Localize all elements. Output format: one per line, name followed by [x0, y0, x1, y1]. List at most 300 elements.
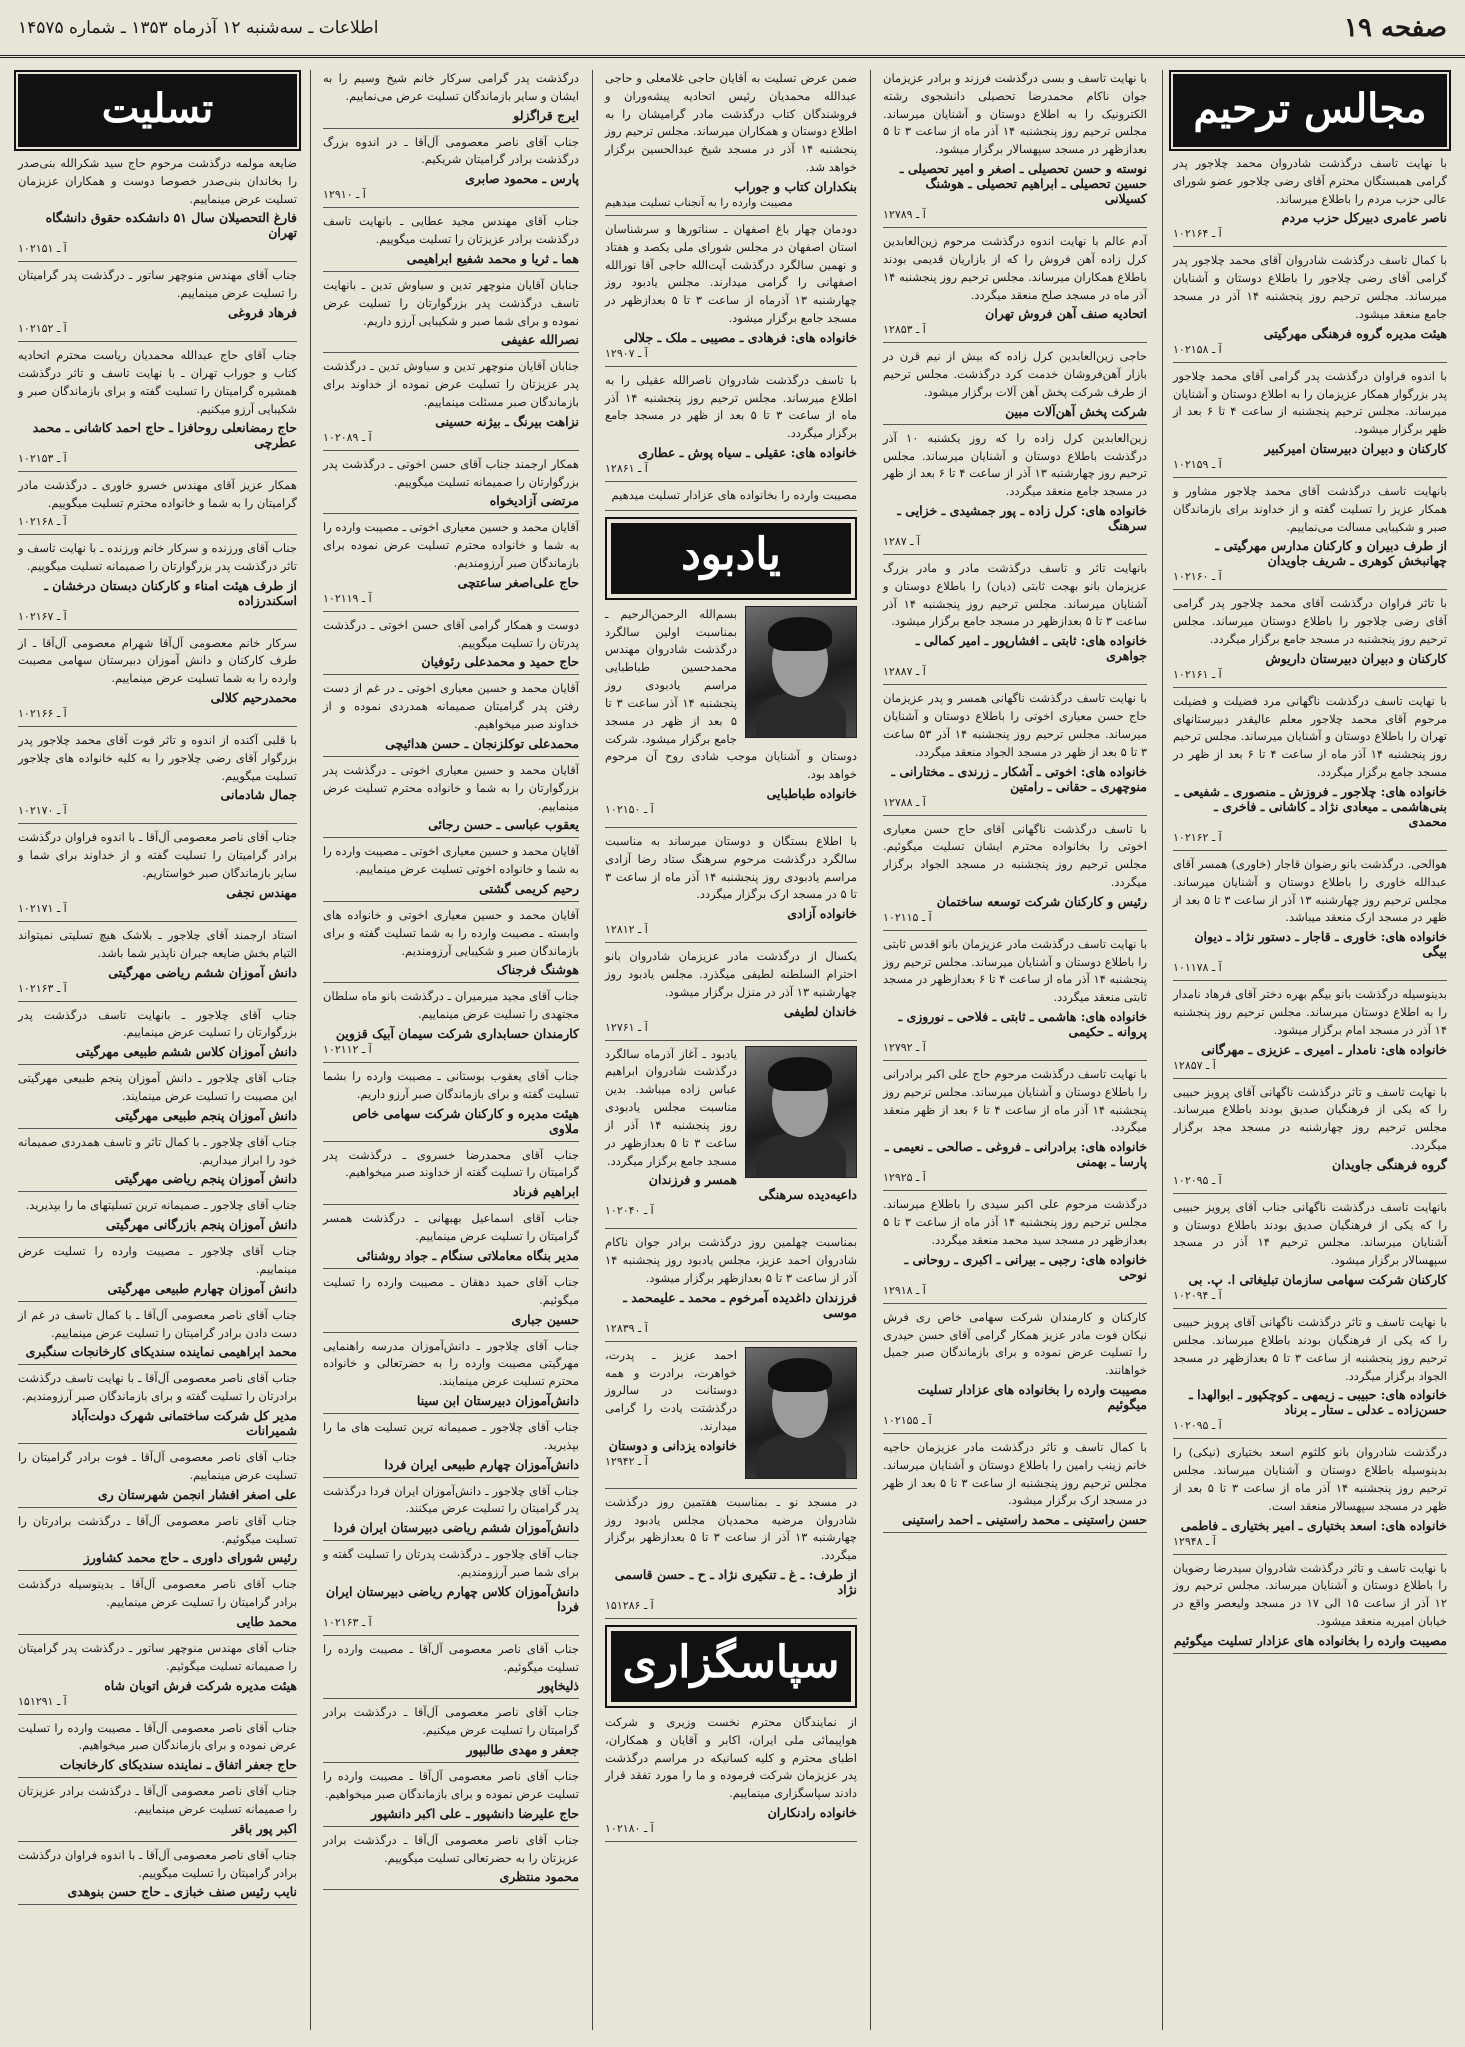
notice-signature: حسین جباری: [511, 1311, 579, 1327]
notice-code: آ ـ ۱۰۲۱۱۵: [883, 910, 932, 924]
notice-divider: [18, 1777, 297, 1778]
notice-code: آ ـ ۱۵۱۲۸۶: [605, 1599, 654, 1612]
notice-text: بانهایت تاسف درگذشت ناگهانی جناب آقای پرویز حبیبی را که یکی از فرهنگیان صدیق بودند باطلاع دوستان و آشنایان میرساند. مجلس ترحیم ۱۴ آذر در مسجد سپهسالار برگزار میشود.: [1173, 1199, 1447, 1268]
notice-text: آقایان محمد و حسین معیاری اخوتی ـ درگذشت پدر بزرگوارتان را به شما و خانواده محترم تسلیت عرض مینماییم.: [323, 762, 579, 813]
notice-signature: خانواده های: رجبی ـ بیرانی ـ اکبری ـ روحانی ـ نوحی: [904, 1251, 1147, 1282]
notice-divider: [323, 674, 579, 675]
column-rule: [310, 70, 311, 2030]
notice-divider: [323, 1826, 579, 1827]
notice-signature: دانش آموزان ششم ریاضی مهرگیتی: [108, 964, 297, 980]
notice-divider: [18, 341, 297, 342]
notice-divider: [18, 823, 297, 824]
notice-signature: خانواده های: ثابتی ـ افشارپور ـ امیر کمالی ـ جواهری: [915, 633, 1147, 664]
notice-divider: [1173, 477, 1447, 478]
column-tasliyat-1: [315, 70, 587, 2035]
notice-signature: رحیم کریمی گشتی: [479, 880, 579, 896]
notice-text: جناب آقای محمدرضا خسروی ـ درگذشت پدر گرامیتان را تسلیت گفته از خداوند صبر میخواهیم.: [323, 1147, 579, 1180]
notice-code: آ ـ ۱۰۲۱۱۹: [323, 591, 372, 605]
notice-divider: [1173, 589, 1447, 590]
notice-text: درگذشت شادروان بانو کلثوم اسعد بختیاری (نیکی) را بدینوسیله باطلاع دوستان و آشنایان میرساند. مجلس ترحیم روز پنجشنبه ۱۴ آذر ماه از ساعت ۳ تا ۵ بعد از ظهر در مسجد سپهسالار منعقد است.: [1173, 1445, 1447, 1513]
notice-text: آقایان محمد و حسین معیاری اخوتی ـ مصیبت وارده را به شما و خانواده محترم تسلیت عرض نموده برای بازماندگان صبر آرزومندیم.: [323, 520, 579, 570]
notice-signature: بنکداران کتاب و جوراب: [734, 178, 857, 194]
notice-signature: ابراهیم فرناد: [512, 1184, 579, 1200]
notice-divider: [323, 1204, 579, 1205]
notice-text: آقایان محمد و حسین معیاری اخوتی و خانواده های وابسته ـ مصیبت وارده را به شما تسلیت گفته و برای بازماندگان صبر و شکیبایی آرزومندیم.: [323, 907, 579, 958]
notice-signature: هیئت مدیره و کارکنان شرکت سهامی خاص ملاوی: [352, 1105, 579, 1136]
notice-divider: [883, 554, 1147, 555]
notice-signature: محمدرحیم کلالی: [210, 690, 297, 705]
notice-text: جناب آقای یعقوب بوستانی ـ مصیبت وارده را بشما تسلیت گفته و برای بازماندگان صبر آرزو داریم.: [323, 1069, 579, 1101]
section-banner-majales: مجالس ترحیم: [1173, 74, 1447, 147]
notice-code: آ ـ ۱۰۲۱۱۲: [323, 1043, 372, 1056]
notice-divider: [883, 930, 1147, 931]
notice-divider: [323, 1762, 579, 1763]
notice-divider: [18, 1443, 297, 1444]
notice-divider: [323, 901, 579, 902]
notice-signature: نزاهت بیرنگ ـ بیژنه حسینی: [435, 413, 579, 429]
notice-text: بسم‌الله الرحمن‌الرحیم ـ بمناسبت اولین سالگرد درگذشت شادروان مهندس محمدحسین طباطبایی مراسم یادبودی روز پنجشنبه ۱۴ آذر ساعت ۳ تا ۵ بعد از ظهر در مسجد جامع برگزار میشود. شرکت دوستان و آشنایان موجب شادی روح آن مرحوم خواهد بود.: [605, 606, 857, 782]
notice-text: یکسال از درگذشت مادر عزیزمان شادروان بانو احترام السلطنه لطیفی میگذرد. مجلس یادبود روز چهارشنبه ۱۳ آذر در منزل برگزار میشود.: [605, 949, 857, 999]
notice-divider: [18, 1191, 297, 1192]
notice-code: آ ـ ۱۰۲۱۵۵: [883, 1413, 932, 1427]
notice-text: کارکنان و کارمندان شرکت سهامی خاص ری فرش نیکان فوت مادر عزیز همکار گرامی آقای حسن حیدری را تسلیت عرض نموده و برای بازماندگان صبر جمیل خواهانند.: [883, 1309, 1147, 1378]
notice-signature: علی اصغر افشار انجمن شهرستان ری: [97, 1486, 297, 1502]
notice-signature: مصیبت وارده را بخانواده های عزادار تسلیت میگوئیم: [1173, 1632, 1447, 1648]
notice-code: آ ـ ۱۰۲۰۹۵: [1173, 1173, 1222, 1187]
notice-divider: [1173, 1308, 1447, 1309]
notice-text: همکار ارجمند جناب آقای حسن اخوتی ـ درگذشت پدر بزرگوارتان را صمیمانه تسلیت میگوییم.: [323, 456, 579, 489]
notice-divider: [605, 1488, 857, 1489]
notice-signature: خانواده رادنکاران: [767, 1805, 857, 1821]
notice-divider: [883, 684, 1147, 685]
notice-divider: [605, 215, 857, 216]
notice-code: آ ـ ۱۲۸۸۷: [883, 665, 926, 679]
notice-signature: حاج جعفر اتفاق ـ نماینده سندیکای کارخانجات: [59, 1757, 297, 1773]
notice-divider: [323, 513, 579, 514]
notice-code: آ ـ ۱۲۸۵۷: [1173, 1058, 1216, 1072]
notice-code: مصیبت وارده را به آنجناب تسلیت میدهیم: [605, 195, 793, 209]
notice-text: درگذشت پدر گرامی سرکار خانم شیخ وسیم را به ایشان و سایر بازماندگان تسلیت عرض می‌نماییم.: [323, 71, 579, 103]
notice-divider: [605, 366, 857, 367]
notice-signature: جعفر و مهدی طالبپور: [466, 1742, 579, 1758]
notice-text: جناب آقای ناصر معصومی آل‌آقا ـ فوت برادر گرامیتان را تسلیت عرض مینماییم.: [18, 1450, 297, 1482]
notice-divider: [18, 1841, 297, 1842]
notice-divider: [1173, 246, 1447, 247]
notice-text: جناب آقای چلاجور ـ با کمال تاثر و تاسف همدردی صمیمانه خود را ابراز میداریم.: [18, 1134, 297, 1167]
notice-divider: [18, 726, 297, 727]
notice-text: جناب آقای چلاجور ـ دانش‌آموزان مدرسه راهنمایی مهرگیتی مصیبت وارده را به حضرتعالی و خانواده محترم تسلیت عرض مینمایند.: [323, 1338, 579, 1389]
notice-divider: [605, 942, 857, 943]
notice-divider: [323, 982, 579, 983]
notice-signature: دانش آموزان پنجم بازرگانی مهرگیتی: [105, 1217, 297, 1233]
notice-text: هوالحی. درگذشت بانو رضوان قاجار (خاوری) همسر آقای عبدالله خاوری را باطلاع دوستان و آشنایان میرساند. مجلس ترحیم روز چهارشنبه ۱۳ آذر از ساعت ۳ تا ۵ بعد از ظهر در مسجد ارک منعقد میباشد.: [1173, 856, 1447, 925]
notice-text: با کمال تاسف درگذشت شادروان آقای محمد چلاجور پدر گرامی آقای رضی چلاجور را باطلاع دوستان و آشنایان میرساند. مجلس ترحیم روز پنجشنبه ۱۴ آذر در مسجد جامع منعقد میشود.: [1173, 253, 1447, 321]
notice-code: آ ـ ۱۲۸۱۲: [605, 923, 648, 937]
notice-code: آ ـ ۱۰۲۱۵۰: [605, 802, 654, 816]
notice-divider: [18, 471, 297, 472]
notice-signature: حاج رمضانعلی روحافزا ـ حاج احمد کاشانی ـ محمد عطرچی: [32, 420, 297, 451]
notice-signature: کارکنان و دبیران دبیرستان داریوش: [1265, 650, 1447, 666]
notice-signature: خانواده های: چلاجور ـ فروزش ـ منصوری ـ شفیعی ـ بنی‌هاشمی ـ میعادی نژاد ـ کاشانی ـ فاخری ـ محمدی: [1175, 783, 1447, 829]
notice-text: جناب آقای ناصر معصومی آل‌آقا ـ با نهایت تاسف درگذشت برادرتان را تسلیت گفته و برای بازماندگان صبر آرزومندیم.: [18, 1371, 297, 1404]
notice-signature: خانواده های: برادرانی ـ فروغی ـ صالحی ـ نعیمی ـ پارسا ـ بهمنی: [884, 1139, 1147, 1170]
notice-code: آ ـ ۱۰۲۰۹۵: [1173, 1419, 1222, 1433]
notice-text: بدینوسیله درگذشت بانو بیگم بهره دختر آقای فرهاد نامدار را به اطلاع دوستان میرساند. مجلس ترحیم روز پنجشنبه ۱۴ آذر در مسجد امام برگزار میشود.: [1173, 987, 1447, 1037]
notice-text: بانهایت تاثر و تاسف درگذشت مادر و مادر بزرگ عزیزمان بانو بهجت ثابتی (دیان) را باطلاع دوستان و آشنایان میرساند. مجلس ترحیم روز پنجشنبه ۱۴ آذر ساعت ۳ تا ۵ بعدازظهر در مسجد جامع برگزار میشود.: [883, 561, 1147, 629]
notice-divider: [323, 756, 579, 757]
notice-text: جناب آقای ناصر معصومی آل‌آقا ـ درگذشت برادر عزیزتان را به حضرتعالی تسلیت میگوییم.: [323, 1832, 579, 1865]
notice-divider: [18, 629, 297, 630]
notice-text: ضمن عرض تسلیت به آقایان حاجی غلامعلی و حاجی عبدالله محمدیان رئیس اتحادیه پیشه‌وران و فروشندگان کتاب درگذشت مادر گرامیشان را به اطلاع دوستان و همکاران میرساند. مجلس ترحیم روز پنجشنبه ۱۴ آذر در مسجد شیخ عبدالحسین برگزار خواهد شد.: [605, 71, 857, 175]
notice-code: آ ـ ۱۲۹۴۲: [605, 1454, 648, 1468]
notice-signature: ذلیخاپور: [538, 1678, 579, 1694]
notice-list: [605, 70, 857, 511]
notice-divider: [883, 1303, 1147, 1304]
notice-code: آ ـ ۱۰۲۱۶۲: [1173, 830, 1222, 844]
notice-signature: دانش آموزان پنجم طبیعی مهرگیتی: [114, 1107, 297, 1123]
notice-text: با تاسف درگذشت ناگهانی آقای حاج حسن معیاری اخوتی را بخانواده محترم ایشان تسلیت میگوئیم. مجلس ترحیم روز پنجشنبه در مسجد الجواد برگزار میگردد.: [883, 821, 1147, 889]
notice-divider: [323, 352, 579, 353]
notice-divider: [605, 481, 857, 482]
notice-text: جناب آقای چلاجور ـ صمیمانه ترین تسلیت های ما را بپذیرید.: [323, 1419, 579, 1452]
notice-text: جنابان آقایان منوچهر تدین و سیاوش تدین ـ بانهایت تاسف درگذشت پدر بزرگوارتان را تسلیت عرض نموده و برای شما صبر و شکیبایی آرزو داریم.: [323, 277, 579, 328]
notice-text: جناب آقای ناصر معصومی آل‌آقا ـ درگذشت برادر گرامیتان را تسلیت عرض میکنیم.: [323, 1705, 579, 1738]
notice-code: آ ـ ۱۲۹۴۸: [1173, 1534, 1216, 1548]
notice-divider: [605, 510, 857, 511]
notice-signature: خانواده یزدانی و دوستان: [608, 1437, 737, 1453]
notice-divider: [883, 424, 1147, 425]
notice-text: جناب آقای چلاجور ـ دانش آموزان پنجم طبیعی مهرگیتی این مصیبت را تسلیت عرض مینمایند.: [18, 1071, 297, 1103]
notice-text: با قلبی آکنده از اندوه و تاثر فوت آقای محمد چلاجور پدر بزرگوار آقای رضی چلاجور را به کلیه خانواده های چلاجور تسلیت میگوییم.: [18, 733, 297, 783]
notice-signature: همسر و فرزندان داعیه‌دیده سرهنگی: [648, 1172, 857, 1203]
notice-text: جناب آقای چلاجور ـ دانش‌آموزان ایران فردا درگذشت پدر گرامیتان را تسلیت عرض میکنند.: [323, 1483, 579, 1516]
notice-text: جناب آقای مهندس منوچهر ساتور ـ درگذشت پدر گرامیتان را تسلیت عرض مینماییم.: [18, 268, 297, 301]
notice-divider: [1173, 1653, 1447, 1654]
notice-text: جناب آقای حمید دهقان ـ مصیبت وارده را تسلیت میگوئیم.: [323, 1274, 579, 1307]
notice-divider: [18, 1301, 297, 1302]
notice-divider: [323, 1332, 579, 1333]
notice-code: آ ـ ۱۲۷۹۲: [883, 1041, 926, 1054]
notice-signature: ناصر عامری دبیرکل حزب مردم: [1281, 210, 1447, 226]
notice-signature: از طرف: ـ غ ـ تنکیری نژاد ـ ح ـ حسن قاسمی نژاد: [614, 1567, 857, 1597]
page-header: [0, 0, 1465, 58]
notice-code: آ ـ ۱۰۲۰۸۹: [323, 430, 372, 444]
notice-code: آ ـ ۱۲۸۶۱: [605, 462, 648, 475]
section-banner-sepasgozari: [605, 1625, 857, 1708]
notice-divider: [18, 1570, 297, 1571]
notice-divider: [323, 207, 579, 208]
notice-text: جناب آقای ناصر معصومی آل‌آقا ـ مصیبت وارده را تسلیت عرض نموده و برای بازماندگان صبر میخواهیم.: [18, 1720, 297, 1753]
notice-signature: رئیس شورای داوری ـ حاج محمد کشاورز: [83, 1550, 297, 1566]
notice-text: جناب آقای ناصر معصومی آل‌آقا ـ با اندوه فراوان درگذشت برادر گرامیتان را تسلیت گفته و از خداوند برای شما و سایر بازماندگان صبر خواستاریم.: [18, 830, 297, 881]
notice-signature: هیئت مدیره شرکت فرش اتوبان شاه: [104, 1677, 297, 1693]
notice-signature: فرهاد فروغی: [227, 305, 297, 321]
notice-code: آ ـ ۱۰۲۱۵۲: [18, 322, 67, 336]
column-tasliyat-2: [10, 70, 305, 2035]
notice-code: آ ـ ۱۰۲۱۵۱: [18, 242, 67, 256]
notice-signature: گروه فرهنگی جاویدان: [1332, 1156, 1447, 1172]
notice-text: جناب آقای مهندس منوچهر ساتور ـ درگذشت پدر گرامیتان را صمیمانه تسلیت میگوئیم.: [18, 1640, 297, 1673]
notice-divider: [883, 815, 1147, 816]
notice-signature: خانواده های: فرهادی ـ مصیبی ـ ملک ـ جلالی: [623, 329, 857, 345]
sepasgozari-title: سپاسگزاری: [611, 1631, 851, 1702]
notice-code: آ ـ ۱۲۹۰۷: [605, 346, 648, 360]
notice-divider: [883, 1433, 1147, 1434]
notice-signature: فرزندان داغدیده آمرخوم ـ محمد ـ علیمحمد ـ موسی: [623, 1289, 857, 1320]
notice-code: آ ـ ۱۲۷۸۸: [883, 795, 926, 809]
notice-divider: [323, 611, 579, 612]
notice-divider: [323, 1062, 579, 1063]
notice-divider: [883, 1190, 1147, 1191]
notice-text: با تاثر فراوان درگذشت آقای محمد چلاجور پدر گرامی آقای رضی چلاجور را باطلاع دوستان میرساند. مجلس ترحیم روز پنجشنبه در مسجد جامع برگزار میگردد.: [1173, 596, 1447, 646]
notice-signature: مدیر بنگاه معاملاتی سنگام ـ جواد روشنائی: [356, 1247, 579, 1263]
notice-text: آدم عالم با نهایت اندوه درگذشت مرحوم زین‌العابدین کرل زاده آهن فروش را که از بازاریان قدیمی بودند باطلاع همکاران میرساند. مجلس ترحیم روز پنجشنبه ۱۴ آذر ماه در مسجد صلح منعقد میگردد.: [883, 234, 1147, 302]
notice-signature: خانواده های: حبیبی ـ زیمهی ـ کوچکپور ـ ابوالهدا ـ حسن‌زاده ـ عدلی ـ ستار ـ برناد: [1189, 1387, 1447, 1418]
notice-text: از نمایندگان محترم نخست وزیری و شرکت هواپیمائی ملی ایران، اکابر و آقایان و همکاران، اطبای محترم و کلیه کسانیکه در مراسم درگذشت پدر عزیزمان شرکت فرموده و ما را مورد تفقد قرار دادند سپاسگزاری مینماییم.: [605, 1715, 857, 1801]
notice-text: ضایعه مولمه درگذشت مرحوم حاج سید شکرالله بنی‌صدر را بخاندان بنی‌صدر خصوصا دوست و همکاران عزیزمان تسلیت عرض مینماییم.: [18, 156, 297, 206]
notice-signature: دانش‌آموزان ششم ریاضی دبیرستان ایران فردا: [333, 1520, 579, 1536]
notice-divider: [18, 921, 297, 922]
notice-divider: [18, 1128, 297, 1129]
notice-signature: رئیس و کارکنان شرکت توسعه ساختمان: [936, 893, 1147, 909]
notice-text: جناب آقای اسماعیل بهبهانی ـ درگذشت همسر گرامیتان را تسلیت عرض مینماییم.: [323, 1211, 579, 1244]
notice-text: با نهایت تاسف و تاثر درگذشت ناگهانی آقای پرویز حبیبی را که یکی از فرهنگیان بودند باطلاع میرساند. مجلس ترحیم روز پنجشنبه از ساعت ۳ تا ۵ بعدازظهر در مسجد الجواد برگزار میگردد.: [1173, 1315, 1447, 1383]
notice-text: جناب آقای چلاجور ـ صمیمانه ترین تسلیتهای ما را بپذیرید.: [25, 1198, 297, 1213]
notice-signature: حاج علیرضا دانشپور ـ علی اکبر دانشپور: [370, 1805, 579, 1821]
notice-text: با اطلاع بستگان و دوستان میرساند به مناسبت سالگرد درگذشت مرحوم سرهنگ ستاد رضا آزادی مراسم یادبودی روز پنجشنبه ۱۴ آذر ماه از ساعت ۳ تا ۵ در مسجد ارک برگزار میگردد.: [605, 833, 857, 902]
notice-text: با کمال تاسف و تاثر درگذشت مادر عزیزمان حاجیه خانم زینب رامین را باطلاع دوستان و آشنایان میرساند. مجلس ترحیم روز پنجشنبه از ساعت ۳ تا ۵ بعد از ظهر در مسجد ارک برگزار میشود.: [883, 1439, 1147, 1508]
notice-divider: [1173, 1078, 1447, 1079]
sepas-list: [605, 1714, 857, 1842]
notice-code: آ ـ ۱۰۲۱۶۴: [1173, 227, 1222, 241]
notice-text: احمد عزیز ـ پدرت، خواهرت، برادرت و همه دوستانت در سالروز درگذشتت یادت را گرامی میدارند.: [605, 1347, 737, 1433]
notice-signature: مهندس نجفی: [226, 884, 297, 900]
notice-list: [883, 70, 1147, 1533]
yadbood-title: یادبود: [611, 523, 851, 594]
notice-text: جناب آقای حاج عبدالله محمدیان ریاست محترم اتحادیه کتاب و جوراب تهران ـ با نهایت تاسف و تاثر درگذشت همشیره گرامیتان را تسلیت گفته و برای بازماندگان صبر و شکیبایی آرزو میکنیم.: [18, 348, 297, 416]
notice-text: جناب آقای ناصر معصومی آل‌آقا ـ در اندوه بزرگ درگذشت برادر گرامیتان شریکیم.: [323, 134, 579, 167]
notice-text: با نهایت تاسف درگذشت مادر عزیزمان بانو اقدس ثابتی را باطلاع دوستان و آشنایان میرساند. مجلس ترحیم روز پنجشنبه ۱۴ آذر ماه از ساعت ۴ تا ۶ بعدازظهر در مسجد ثابتی منعقد میگردد.: [883, 936, 1148, 1005]
notice-signature: مدیر کل شرکت ساختمانی شهرک دولت‌آباد شمیرانات: [71, 1408, 297, 1439]
notice-text: آقایان محمد و حسین معیاری اخوتی ـ مصیبت وارده را به شما و خانواده اخوتی تسلیت عرض مینماییم.: [323, 844, 579, 877]
notice-signature: اکبر پور باقر: [232, 1820, 297, 1836]
notice-text: دودمان چهار باغ اصفهان ـ سناتورها و سرشناسان استان اصفهان در مجلس شورای ملی یکصد و هفتاد و نهمین سالگرد درگذشت آیت‌الله حاجی آقا نورالله اصفهانی را گرامی میدارند. مجلس یادبود روز چهارشنبه ۱۳ آذرماه از ساعت ۳ تا ۵ بعدازظهر در مسجد جامع برگزار میشود.: [605, 221, 857, 325]
notice-text: جناب آقای ناصر معصومی آل‌آقا ـ بدینوسیله درگذشت برادر گرامیتان را تسلیت عرض مینماییم.: [18, 1577, 297, 1610]
notice-text: همکار عزیز آقای مهندس خسرو خاوری ـ درگذشت مادر گرامیتان را به شما و خانواده محترم تسلیت میگوییم.: [18, 478, 297, 511]
notice-text: با نهایت تاسف درگذشت ناگهانی همسر و پدر عزیزمان حاج حسن معیاری اخوتی را باطلاع دوستان و آشنایان میرساند. مجلس ترحیم روز پنجشنبه ۱۴ آذر ۵۳ ساعت ۳ تا ۵ بعد از ظهر در مسجد الجواد منعقد میگردد.: [883, 691, 1147, 759]
notice-code: آ ـ ۱۵۱۲۹۱: [18, 1694, 67, 1708]
notice-divider: [18, 1634, 297, 1635]
notice-divider: [1173, 850, 1447, 851]
notice-code: آ ـ ۱۰۲۰۹۴: [1173, 1289, 1222, 1303]
notice-text: سرکار خانم معصومی آل‌آقا شهرام معصومی آل‌آقا ـ از طرف کارکنان و دانش آموزان دبیرستان سهامی مصیبت وارده را به شما تسلیت عرض مینماییم.: [18, 635, 297, 686]
notice-text: جناب آقای ناصر معصومی آل‌آقا ـ درگذشت برادر عزیزتان را صمیمانه تسلیت عرض مینماییم.: [18, 1784, 297, 1816]
notice-text: یادبود ـ آغاز آذرماه سالگرد درگذشت شادروان ابراهیم عباس زاده میباشد. بدین مناسبت مجلس یادبودی روز پنجشنبه ۱۴ آذر از ساعت ۳ تا ۵ بعدازظهر در مسجد جامع برگزار میگردد.: [605, 1046, 738, 1168]
notice-code: آ ـ ۱۲۷۸۹: [883, 208, 926, 222]
notice-code: آ ـ ۱۰۲۱۶۰: [1173, 570, 1222, 584]
notice-code: آ ـ ۱۲۸۷: [883, 535, 920, 548]
notice-code: آ ـ ۱۲۹۱۸: [883, 1283, 926, 1297]
notice-signature: خانواده های: اسعد بختیاری ـ امیر بختیاری ـ فاطمی: [1180, 1517, 1447, 1533]
notice-signature: کارکنان شرکت سهامی سازمان تبلیغاتی ا. پ. بی: [1188, 1272, 1447, 1288]
notice-text: بمناسبت چهلمین روز درگذشت برادر جوان ناکام شادروان احمد عزیز، مجلس یادبود روز پنجشنبه ۱۴ آذر از ساعت ۳ تا ۵ بعدازظهر برگزار میشود.: [605, 1235, 857, 1285]
notice-divider: [323, 1413, 579, 1414]
notice-signature: دانش آموزان چهارم طبیعی مهرگیتی: [107, 1280, 297, 1296]
notice-text: حاجی زین‌العابدین کرل زاده که بیش از نیم قرن در بازار آهن‌فروشان خدمت کرد درگذشت. مجلس ترحیم از طرف شرکت پخش آهن آلات برگزار میشود.: [883, 349, 1147, 399]
notice-signature: یعقوب عباسی ـ حسن رجائی: [428, 817, 579, 833]
notice-text: جناب آقای ناصر معصومی آل‌آقا ـ با اندوه فراوان درگذشت برادر گرامیتان را تسلیت میگوییم.: [18, 1847, 297, 1880]
portrait-photo: [745, 1046, 857, 1178]
notice-text: جناب آقای مجید میرمیران ـ درگذشت بانو ماه سلطان مجتهدی را تسلیت عرض مینماییم.: [323, 989, 579, 1022]
notice-text: با تاسف درگذشت شادروان ناصرالله عقیلی را به اطلاع میرساند. مجلس ترحیم روز پنجشنبه ۱۴ آذر ماه از ساعت ۳ تا ۵ بعد از ظهر در مسجد جامع برگزار میگردد.: [605, 372, 858, 441]
notice-signature: خانواده های: هاشمی ـ ثابتی ـ فلاحی ـ نوروزی ـ پروانه ـ حکیمی: [898, 1009, 1147, 1039]
notice-signature: نایب رئیس صنف خبازی ـ حاج حسن بنوهدی: [67, 1884, 297, 1900]
notice-divider: [18, 534, 297, 535]
notice-code: آ ـ ۱۲۸۵۳: [883, 323, 926, 337]
notice-divider: [323, 1635, 579, 1636]
notice-divider: [323, 128, 579, 129]
notice-divider: [883, 1060, 1147, 1061]
notice-list: [323, 70, 579, 1890]
notice-signature: فارغ التحصیلان سال ۵۱ دانشکده حقوق دانشگاه تهران: [45, 210, 297, 241]
notice-code: آ ـ ۱۰۱۱۷۸: [1173, 961, 1222, 975]
notice-list: [1173, 155, 1447, 1654]
notice-code: آ ـ ۱۰۲۱۶۳: [18, 981, 67, 995]
notice-code: آ ـ ۱۰۲۱۷۰: [18, 804, 67, 818]
notice-signature: خانواده طباطبایی: [766, 785, 857, 801]
notice-signature: محمدعلی توکلزنجان ـ حسن هدائیچی: [385, 735, 579, 751]
notice-signature: نصرالله عفیفی: [501, 332, 579, 348]
notice-code: آ ـ ۱۰۲۱۵۳: [18, 452, 67, 466]
notice-code: آ ـ ۱۰۲۱۶۶: [18, 707, 67, 720]
column-rule: [1162, 70, 1163, 2030]
notice-text: جناب آقای چلاجور ـ مصیبت وارده را تسلیت عرض مینماییم.: [18, 1244, 297, 1276]
notice-signature: خاندان لطیفی: [783, 1003, 857, 1019]
notice-divider: [1173, 362, 1447, 363]
notice-code: آ ـ ۱۰۲۱۸۰: [605, 1822, 654, 1836]
notice-divider: [605, 827, 857, 828]
notice-signature: دانش آموزان کلاس ششم طبیعی مهرگیتی: [75, 1044, 297, 1060]
notice-signature: خانواده آزادی: [787, 906, 857, 922]
notice-text: جنابان آقایان منوچهر تدین و سیاوش تدین ـ درگذشت پدر عزیزتان را تسلیت عرض نموده از خداوند برای بازماندگان صبر مسئلت مینماییم.: [323, 359, 579, 409]
notice-signature: هوشنگ فرجناک: [496, 962, 579, 978]
notice-signature: کارمندان حسابداری شرکت سیمان آبیک قزوین: [335, 1026, 579, 1041]
notice-divider: [1173, 687, 1447, 688]
notice-signature: اتحادیه صنف آهن فروش تهران: [985, 306, 1147, 322]
notice-divider: [323, 1141, 579, 1142]
notice-text: دوست و همکار گرامی آقای حسن اخوتی ـ درگذشت پدرتان را تسلیت میگوییم.: [323, 617, 579, 650]
portrait-photo: [745, 606, 857, 738]
notice-signature: هما ـ ثریا و محمد شفیع ابراهیمی: [406, 250, 579, 266]
notice-code: آ ـ ۱۲۷۶۱: [605, 1020, 648, 1034]
notice-text: جناب آقای مهندس مجید عطایی ـ بانهایت تاسف درگذشت برادر عزیزتان را تسلیت میگوییم.: [323, 214, 579, 247]
column-majales-2: [875, 70, 1155, 2035]
section-banner-tasliyat: تسلیت: [18, 74, 297, 147]
notice-divider: [323, 1268, 579, 1269]
notice-signature: دانش‌آموزان کلاس چهارم ریاضی دبیرستان ایران فردا: [325, 1583, 579, 1614]
notice-text: جناب آقای چلاجور ـ درگذشت پدرتان را تسلیت گفته و برای شما صبر آرزومندیم.: [323, 1547, 579, 1579]
portrait-photo: [745, 1347, 857, 1479]
column-rule: [870, 70, 871, 2030]
notice-divider: [1173, 1438, 1447, 1439]
notice-signature: محمود منتظری: [499, 1869, 579, 1885]
notice-text: آقایان محمد و حسین معیاری اخوتی ـ در غم از دست رفتن پدر گرامیتان صمیمانه همدردی نموده و از خداوند صبر میخواهیم.: [323, 681, 579, 732]
notice-text: مصیبت وارده را بخانواده های عزادار تسلیت میدهیم: [611, 488, 857, 502]
notice-divider: [18, 1237, 297, 1238]
notice-signature: دانش آموزان پنجم ریاضی مهرگیتی: [114, 1171, 297, 1187]
notice-divider: [18, 1507, 297, 1508]
notice-code: آ ـ ۱۰۲۱۶۷: [18, 609, 67, 623]
notice-signature: دانش‌آموزان دبیرستان ابن سینا: [416, 1392, 579, 1408]
notice-divider: [18, 1064, 297, 1065]
notice-text: با نهایت تاسف و تاثر درگذشت شادروان سیدرضا رضویان را باطلاع دوستان و آشنایان میرساند. مجلس ترحیم روز ۱۲ آذر از ساعت ۱۵ الی ۱۷ در مسجد ولیعصر واقع در خیابان امیریه منعقد میشود.: [1173, 1560, 1447, 1628]
notice-divider: [18, 261, 297, 262]
notice-signature: کارکنان و دبیران دبیرستان امیرکبیر: [1264, 440, 1447, 456]
section-banner-yadbood: [605, 517, 857, 600]
notice-divider: [1173, 1193, 1447, 1194]
notice-divider: [323, 1540, 579, 1541]
notice-text: استاد ارجمند آقای چلاجور ـ بلاشک هیچ تسلیتی نمیتواند التیام بخش ضایعه جبران ناپذیر شما باشد.: [18, 927, 297, 960]
notice-text: درگذشت مرحوم علی اکبر سیدی را باطلاع میرساند. مجلس ترحیم روز پنجشنبه ۱۴ آذر ماه از ساعت ۳ تا ۵ بعدازظهر در مسجد سید محمد منعقد میگردد.: [883, 1197, 1147, 1247]
notice-text: جناب آقای ناصر معصومی آل‌آقا ـ با کمال تاسف در غم از دست دادن برادر گرامیتان را تسلیت عرض مینماییم.: [18, 1307, 297, 1340]
notice-divider: [883, 342, 1147, 343]
notice-signature: خانواده های: اخوتی ـ آشکار ـ زرندی ـ مختارانی ـ منوچهری ـ حقانی ـ رامتین: [891, 763, 1147, 794]
notice-text: بانهایت تاسف درگذشت آقای محمد چلاجور مشاور و همکار عزیز را تسلیت گفته و از خداوند برای بازماندگان صبر و شکیبایی مسالت می‌نماییم.: [1173, 483, 1447, 534]
notice-divider: [1173, 980, 1447, 981]
notice-divider: [323, 1889, 579, 1890]
notice-signature: حسن راستینی ـ محمد راستینی ـ احمد راستینی: [902, 1512, 1147, 1528]
notice-text: با نهایت تاسف و بسی درگذشت فرزند و برادر عزیزمان جوان ناکام محمدرضا تحصیلی دانشجوی رشته الکترونیک را به اطلاع دوستان و آشنایان میرساند. مجلس ترحیم روز پنجشنبه ۱۴ آذر ماه از ساعت ۳ تا ۵ بعدازظهر در مسجد سپهسالار برگزار میشود.: [883, 71, 1147, 157]
notice-text: جناب آقای ورزنده و سرکار خانم ورزنده ـ با نهایت تاسف و تاثر درگذشت پدر بزرگوارتان را صمیمانه تسلیت میگوییم.: [18, 540, 297, 573]
notice-text: با نهایت تاسف و تاثر درگذشت ناگهانی آقای پرویز حبیبی را که یکی از فرهنگیان صدیق بودند باطلاع میرساند. مجلس ترحیم روز چهارشنبه در مسجد مجد برگزار میگردد.: [1173, 1084, 1447, 1152]
notice-divider: [18, 1904, 297, 1905]
column-majales-1: [1165, 70, 1455, 2035]
issue-info: اطلاعات ـ سه‌شنبه ۱۲ آذرماه ۱۳۵۳ ـ شماره ۱۴۵۷۵: [18, 17, 379, 38]
notice-signature: از طرف هیئت امناء و کارکنان دبستان درخشان ـ اسکندرزاده: [44, 577, 297, 608]
notice-divider: [605, 1341, 857, 1342]
notice-divider: [605, 1040, 857, 1041]
notice-signature: محمد طایی: [236, 1613, 297, 1629]
page-number: صفحه ۱۹: [1344, 12, 1447, 43]
notice-divider: [323, 1698, 579, 1699]
notice-text: با اندوه فراوان درگذشت پدر گرامی آقای محمد چلاجور پدر بزرگوار همکار عزیزمان را به اطلاع دوستان و آشنایان میرساند. مجلس ترحیم پنجشنبه از ساعت ۴ تا ۶ بعد از ظهر برگزار میشود.: [1173, 368, 1447, 437]
notice-code: آ ـ ۱۲۸۳۹: [605, 1321, 648, 1335]
notice-signature: مصیبت وارده را بخانواده های عزادار تسلیت میگوئیم: [917, 1381, 1147, 1412]
notice-divider: [323, 1477, 579, 1478]
notice-code: آ ـ ۱۲۹۱۰: [323, 188, 366, 202]
notice-code: آ ـ ۱۲۹۲۵: [883, 1171, 926, 1185]
column-rule: [592, 70, 593, 2030]
notice-signature: جمال شادمانی: [220, 787, 297, 803]
column-yadbood: [597, 70, 865, 2035]
notice-divider: [605, 1228, 857, 1229]
notice-signature: خانواده های: نامدار ـ امیری ـ عزیزی ـ مهرگانی: [1201, 1041, 1447, 1057]
notice-signature: از طرف دبیران و کارکنان مدارس مهرگیتی ـ چهانبخش کوهری ـ شریف جاویدان: [1215, 538, 1447, 569]
notice-code: آ ـ ۱۰۲۱۶۳: [323, 1615, 372, 1629]
notice-divider: [18, 1001, 297, 1002]
notice-code: آ ـ ۱۰۲۱۶۱: [1173, 667, 1222, 681]
notice-signature: حاج حمید و محمدعلی رئوفیان: [421, 654, 579, 670]
notice-signature: ایرج قراگزلو: [513, 107, 579, 123]
notice-signature: دانش‌آموزان چهارم طبیعی ایران فردا: [384, 1456, 579, 1472]
notice-divider: [323, 837, 579, 838]
notice-text: با نهایت تاسف درگذشت مرحوم حاج علی اکبر برادرانی را باطلاع دوستان و آشنایان میرساند. مجلس ترحیم روز پنجشنبه ۱۴ آذر ماه از ساعت ۴ تا ۶ بعد از ظهر منعقد میگردد.: [883, 1067, 1147, 1135]
notice-divider: [605, 1618, 857, 1619]
notice-code: آ ـ ۱۰۲۱۵۸: [1173, 342, 1222, 356]
notice-divider: [605, 1841, 857, 1842]
notice-code: آ ـ ۱۰۲۰۴۰: [605, 1204, 654, 1218]
notice-signature: نوسته و حسن تحصیلی ـ اصغر و امیر تحصیلی ـ حسین تحصیلی ـ ابراهیم تحصیلی ـ هوشنگ کسیلانی: [899, 161, 1147, 207]
